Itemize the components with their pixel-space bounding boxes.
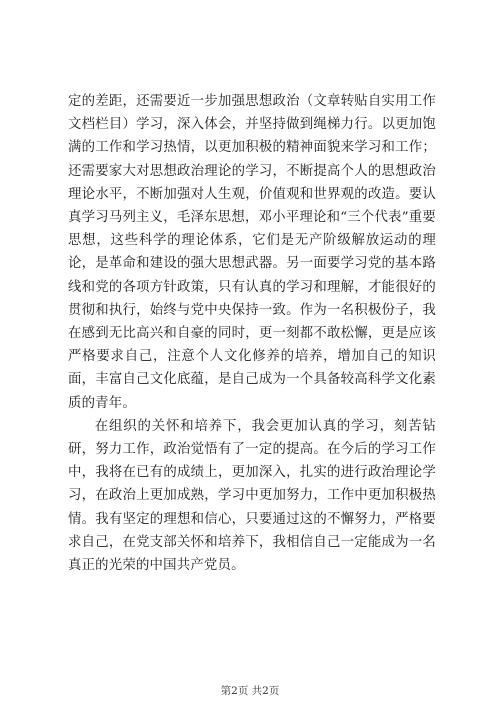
paragraph-2: 在组织的关怀和培养下，我会更加认真的学习，刻苦钻研，努力工作，政治觉悟有了一定的提高。在今后的学习工作中，我将在已有的成绩上，更加深入，扎实的进行政治理论学习，在政治上更加成熟，学习中更加努力，工作中更加积极热情。我有坚定的理想和信心，只要通过这的不懈努力，严格要求自己，在党支部关怀和培养下，我相信自己一定能成为一名真正的光荣的中国共产党员。 <box>68 418 436 574</box>
page-number-footer: 第2页 共2页 <box>220 685 280 697</box>
paragraph-1: 定的差距，还需要近一步加强思想政治（文章转贴自实用工作文档栏目）学习，深入体会，并坚持做到绳梯力行。以更加饱满的工作和学习热情，以更加积极的精神面貌来学习和工作；还需要家大对思想政治理论的学习，不断提高个人的思想政治理论水平，不断加强对人生观，价值观和世界观的改造。要认真学习马列主义，毛泽东思想，邓小平理论和“三个代表”重要思想，这些科学的理论体系，它们是无产阶级解放运动的理论，是革命和建设的强大思想武器。另一面要学习党的基本路线和党的各项方针政策，只有认真的学习和理解，才能很好的贯彻和执行，始终与党中央保持一致。作为一名积极份子，我在感到无比高兴和自豪的同时，更一刻都不敢松懈，更是应该严格要求自己，注意个人文化修养的培养，增加自己的知识面，丰富自己文化底蕴，是自己成为一个具备较高科学文化素质的青年。 <box>68 94 436 411</box>
document-body <box>68 90 436 577</box>
